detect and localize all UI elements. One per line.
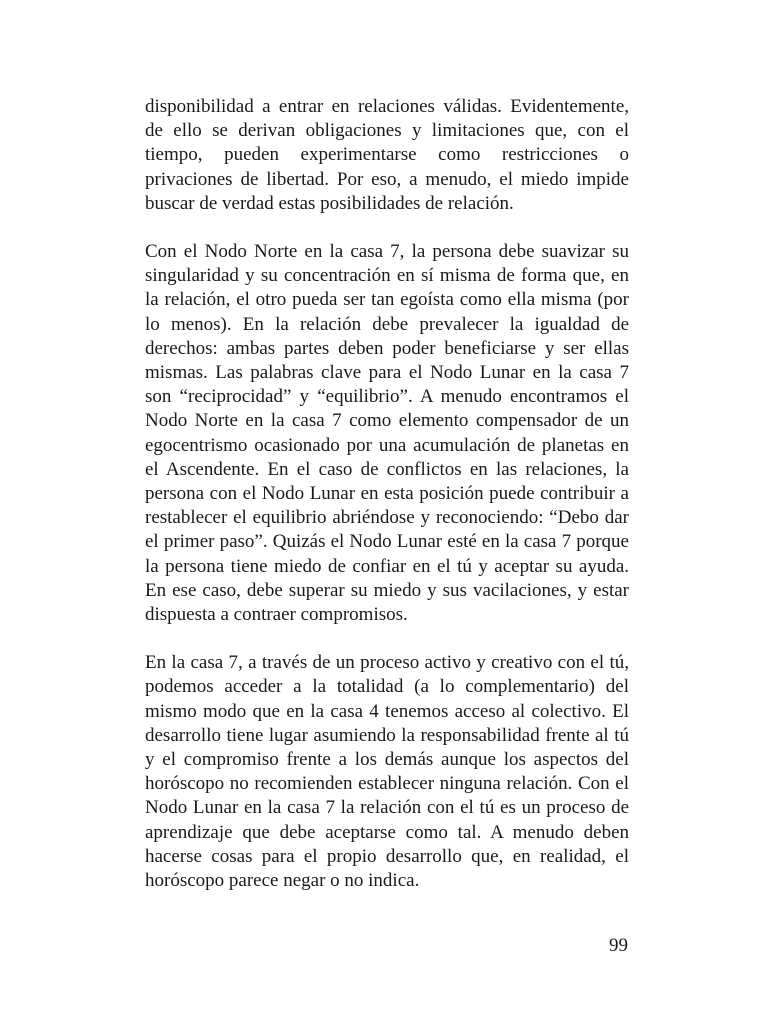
page-number: 99 (609, 935, 628, 956)
paragraph-2: Con el Nodo Norte en la casa 7, la persona debe suavizar su singularidad y su concentración en sí misma de forma que, en la relación, el otro pueda ser tan egoísta como ella misma (por lo menos). En la relación debe prevalecer la igualdad de derechos: ambas partes deben poder beneficiarse y ser ellas mismas. Las palabras clave para el Nodo Lunar en la casa 7 son “reciprocidad” y “equilibrio”. A menudo encontramos el Nodo Norte en la casa 7 como elemento compensador de un egocentrismo ocasionado por una acumulación de planetas en el Ascendente. En el caso de conflictos en las relaciones, la persona con el Nodo Lunar en esta posición puede contribuir a restablecer el equilibrio abriéndose y reconociendo: “Debo dar el primer paso”. Quizás el Nodo Lunar esté en la casa 7 porque la persona tiene miedo de confiar en el tú y aceptar su ayuda. En ese caso, debe superar su miedo y sus vacilaciones, y estar dispuesta a contraer compromisos. (145, 241, 629, 626)
paragraph-3: En la casa 7, a través de un proceso activo y creativo con el tú, podemos acceder a la totalidad (a lo complementario) del mismo modo que en la casa 4 tenemos acceso al colectivo. El desarrollo tiene lugar asumiendo la responsabilidad frente al tú y el compromiso frente a los demás aunque los aspectos del horóscopo no recomienden establecer ninguna relación. Con el Nodo Lunar en la casa 7 la relación con el tú es un proceso de aprendizaje que debe aceptarse como tal. A menudo deben hacerse cosas para el propio desarrollo que, en realidad, el horóscopo parece negar o no indica. (145, 652, 629, 892)
body-text (145, 95, 629, 893)
paragraph-1: disponibilidad a entrar en relaciones válidas. Evidentemente, de ello se derivan obligaciones y limitaciones que, con el tiempo, pueden experimentarse como restricciones o privaciones de libertad. Por eso, a menudo, el miedo impide buscar de verdad estas posibilidades de relación. (145, 96, 629, 214)
